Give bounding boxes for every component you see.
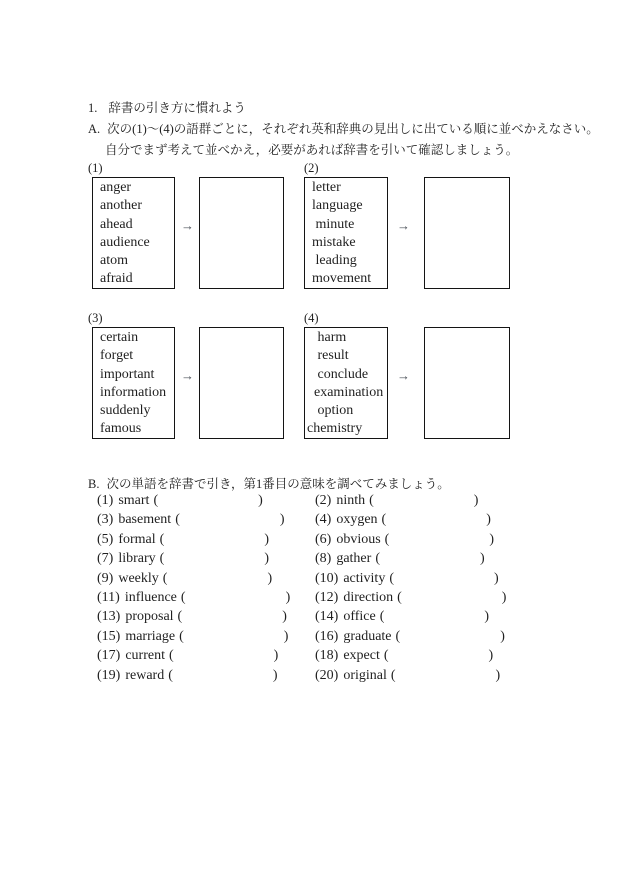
- section-a-instruction: [88, 121, 599, 137]
- word: famous: [100, 421, 142, 437]
- close-paren: ): [500, 628, 505, 644]
- word: information: [100, 384, 167, 400]
- b-item-word: current: [125, 648, 165, 664]
- b-item-row: [97, 551, 557, 570]
- section-a-label: A.: [88, 122, 101, 136]
- section-b-instruction: [88, 476, 450, 492]
- open-paren: (: [395, 628, 401, 644]
- open-paren: (: [383, 648, 389, 664]
- b-item: [97, 629, 315, 645]
- close-paren: ): [489, 531, 495, 547]
- group-1-label: (1): [88, 161, 103, 175]
- word: afraid: [100, 271, 133, 287]
- b-item-number: (19): [97, 667, 121, 683]
- b-item-row: [97, 571, 557, 590]
- close-paren: ): [488, 648, 494, 664]
- group-4-answer-box: [424, 327, 510, 439]
- b-item-row: [97, 609, 557, 628]
- word: ahead: [100, 216, 133, 232]
- open-paren: (: [180, 589, 186, 605]
- b-item: [97, 668, 315, 684]
- word: mistake: [312, 234, 356, 250]
- open-paren: (: [379, 609, 385, 625]
- word: important: [100, 366, 155, 382]
- group-2-word-list-box: [304, 177, 388, 289]
- close-paren: ): [267, 570, 273, 586]
- page-title: [88, 100, 246, 116]
- word: minute: [312, 216, 355, 232]
- b-item-number: (12): [315, 589, 339, 605]
- open-paren: (: [153, 493, 159, 508]
- b-item-word: original: [343, 667, 387, 683]
- b-item-number: (10): [315, 570, 339, 586]
- b-item-word: office: [343, 609, 376, 625]
- close-paren: ): [495, 667, 501, 683]
- right-arrow-icon: →: [181, 218, 194, 233]
- section-a-instruction-2: [105, 142, 518, 158]
- b-item-number: (14): [315, 609, 339, 625]
- word: atom: [100, 253, 128, 269]
- close-paren: ): [258, 493, 263, 508]
- word: leading: [312, 253, 357, 269]
- open-paren: (: [168, 667, 173, 683]
- b-item-number: (18): [315, 648, 339, 664]
- word: chemistry: [307, 421, 363, 437]
- right-arrow-icon: →: [181, 368, 194, 383]
- word: language: [312, 198, 363, 214]
- open-paren: (: [390, 667, 396, 683]
- b-item-number: (16): [315, 628, 339, 644]
- b-item-row: [97, 590, 557, 609]
- open-paren: (: [369, 493, 374, 508]
- b-item-number: (20): [315, 667, 339, 683]
- b-item: [315, 609, 489, 625]
- b-item-number: (3): [97, 512, 114, 528]
- b-item-row: [97, 532, 557, 551]
- word: harm: [307, 330, 347, 345]
- b-item-number: (13): [97, 609, 121, 625]
- open-paren: (: [175, 512, 180, 528]
- word: certain: [100, 330, 139, 345]
- section-a-line1: 次の(1)～(4)の語群ごとに，それぞれ英和辞典の見出しに出ている順に並べかえなさい。: [107, 122, 599, 136]
- word: movement: [312, 271, 372, 287]
- b-item: [315, 629, 505, 645]
- open-paren: (: [159, 551, 165, 567]
- b-item: [315, 571, 499, 587]
- b-item: [315, 493, 478, 509]
- open-paren: (: [381, 512, 387, 528]
- b-item-number: (6): [315, 531, 332, 547]
- section-b-label: B.: [88, 477, 100, 491]
- group-2-label: (2): [304, 161, 319, 175]
- word: audience: [100, 234, 150, 250]
- b-item-number: (2): [315, 493, 332, 508]
- word: another: [100, 198, 142, 214]
- b-item-number: (11): [97, 589, 120, 605]
- b-item: [315, 590, 506, 606]
- word: forget: [100, 348, 134, 364]
- b-item-word: reward: [125, 667, 165, 683]
- section-a-line2: 自分でまず考えて並べかえ，必要があれば辞書を引いて確認しましょう。: [105, 143, 519, 157]
- word: anger: [100, 180, 132, 195]
- open-paren: (: [162, 570, 168, 586]
- close-paren: ): [484, 609, 490, 625]
- b-item-word: direction: [343, 589, 394, 605]
- close-paren: ): [501, 589, 507, 605]
- close-paren: ): [285, 589, 291, 605]
- b-item-row: [97, 668, 557, 687]
- close-paren: ): [494, 570, 499, 586]
- b-item: [97, 590, 315, 606]
- b-item-word: ninth: [336, 493, 366, 508]
- b-item-word: formal: [118, 531, 156, 547]
- word: option: [307, 403, 354, 419]
- b-item-row: [97, 648, 557, 667]
- close-paren: ): [264, 551, 269, 567]
- b-item-row: [97, 512, 557, 531]
- close-paren: ): [282, 609, 287, 625]
- b-item-number: (17): [97, 648, 121, 664]
- b-item-word: gather: [336, 551, 372, 567]
- b-item-number: (5): [97, 531, 114, 547]
- b-item: [97, 493, 315, 509]
- b-item: [315, 648, 493, 664]
- open-paren: (: [177, 609, 183, 625]
- word: conclude: [307, 366, 369, 382]
- b-item-word: library: [118, 551, 156, 567]
- open-paren: (: [384, 531, 390, 547]
- b-item-number: (1): [97, 493, 114, 508]
- close-paren: ): [479, 551, 485, 567]
- open-paren: (: [397, 589, 402, 605]
- b-item-word: basement: [118, 512, 172, 528]
- b-item: [97, 571, 315, 587]
- b-item-word: influence: [124, 589, 177, 605]
- open-paren: (: [159, 531, 165, 547]
- open-paren: (: [389, 570, 394, 586]
- title-number: 1.: [88, 101, 98, 115]
- group-3-answer-box: [199, 327, 284, 439]
- b-item-word: obvious: [336, 531, 381, 547]
- b-item-word: oxygen: [336, 512, 378, 528]
- close-paren: ): [279, 512, 285, 528]
- close-paren: ): [283, 628, 289, 644]
- b-item-word: smart: [118, 493, 150, 508]
- group-3-label: (3): [88, 311, 103, 325]
- b-item: [315, 532, 494, 548]
- section-b-line1: 次の単語を辞書で引き，第1番目の意味を調べてみましょう。: [106, 477, 450, 491]
- group-2-answer-box: [424, 177, 510, 289]
- group-4-label: (4): [304, 311, 319, 325]
- b-item-number: (9): [97, 570, 114, 586]
- group-1-answer-box: [199, 177, 284, 289]
- b-item-word: activity: [343, 570, 386, 586]
- word: result: [307, 348, 349, 364]
- b-item: [97, 532, 315, 548]
- open-paren: (: [375, 551, 380, 567]
- close-paren: ): [273, 648, 279, 664]
- b-item-word: marriage: [125, 628, 176, 644]
- close-paren: ): [264, 531, 269, 547]
- b-item: [315, 512, 491, 528]
- b-item: [97, 648, 315, 664]
- b-item-number: (15): [97, 628, 121, 644]
- word: letter: [312, 180, 341, 195]
- right-arrow-icon: →: [397, 368, 410, 383]
- group-3-word-list-box: [92, 327, 175, 439]
- open-paren: (: [168, 648, 174, 664]
- section-b-item-list: [97, 493, 557, 687]
- b-item: [315, 551, 485, 567]
- word: suddenly: [100, 403, 151, 419]
- b-item-number: (4): [315, 512, 332, 528]
- b-item-word: expect: [343, 648, 380, 664]
- b-item-number: (8): [315, 551, 332, 567]
- b-item-row: [97, 629, 557, 648]
- open-paren: (: [179, 628, 184, 644]
- title-text: 辞書の引き方に慣れよう: [108, 101, 246, 115]
- b-item-word: proposal: [125, 609, 174, 625]
- b-item: [97, 512, 315, 528]
- b-item-number: (7): [97, 551, 114, 567]
- b-item-word: weekly: [118, 570, 159, 586]
- right-arrow-icon: →: [397, 218, 410, 233]
- b-item-row: [97, 493, 557, 512]
- group-4-word-list-box: [304, 327, 388, 439]
- b-item-word: graduate: [343, 628, 392, 644]
- b-item: [97, 551, 315, 567]
- close-paren: ): [272, 667, 278, 683]
- word: examination: [307, 384, 384, 400]
- b-item: [97, 609, 315, 625]
- close-paren: ): [486, 512, 491, 528]
- b-item: [315, 668, 500, 684]
- group-1-word-list-box: [92, 177, 175, 289]
- close-paren: ): [473, 493, 479, 508]
